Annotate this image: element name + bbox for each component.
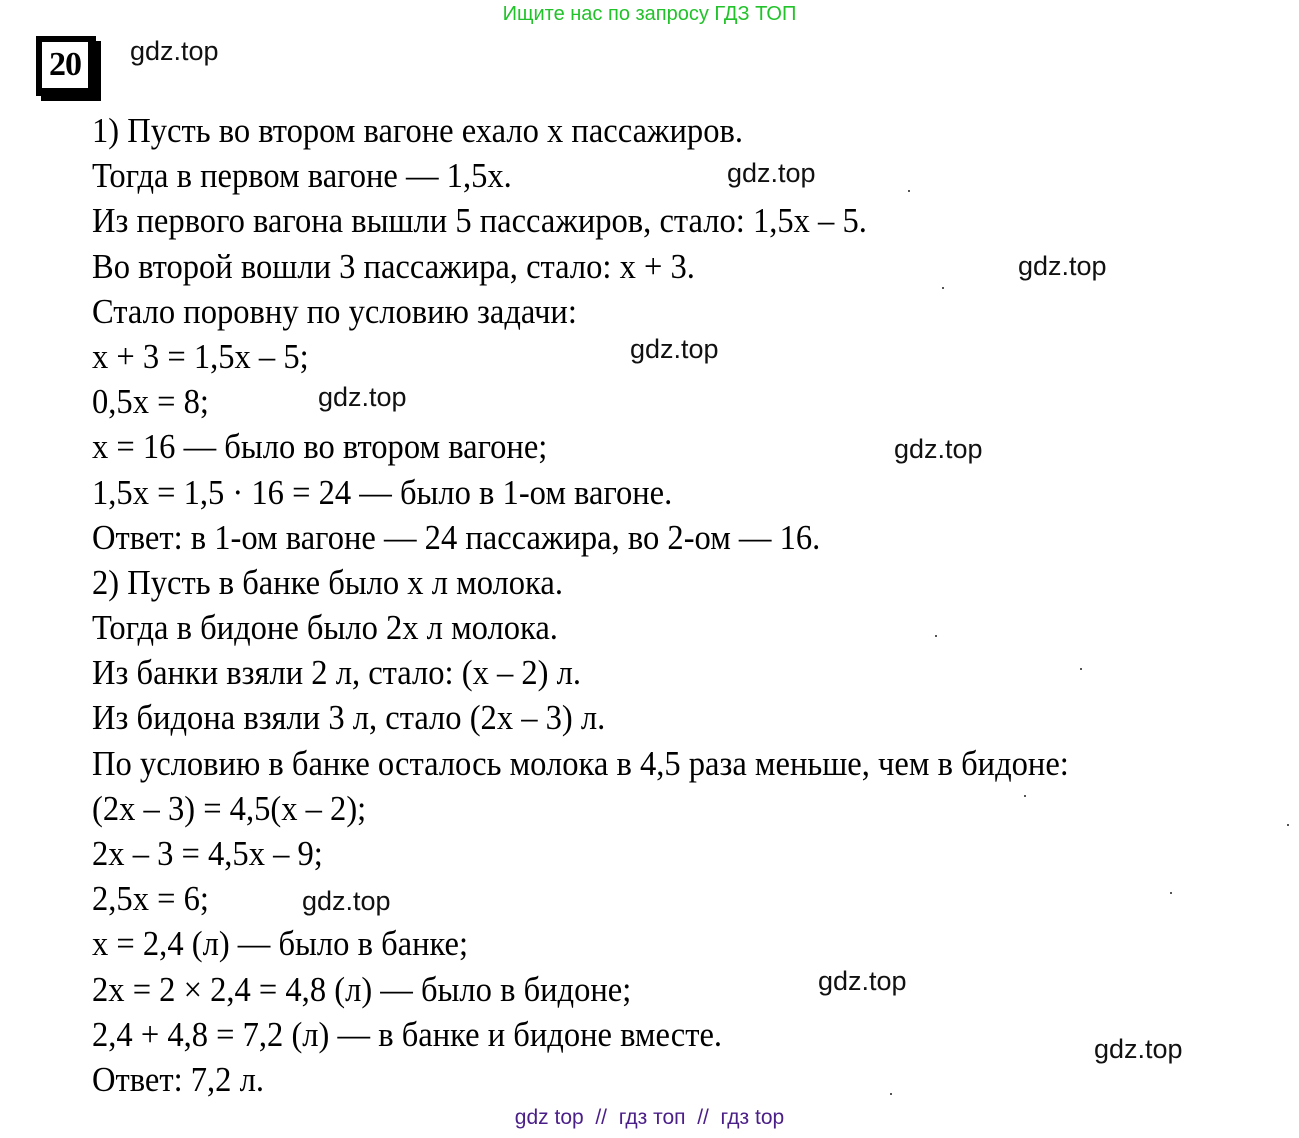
answer-line: Ответ: 7,2 л. (92, 1059, 264, 1099)
scan-speck (1170, 892, 1172, 894)
solution-line: Тогда в первом вагоне — 1,5x. (92, 156, 512, 196)
solution-line: 2) Пусть в банке было x л молока. (92, 562, 563, 602)
solution-line: Из бидона взяли 3 л, стало (2x – 3) л. (92, 698, 606, 738)
scan-speck (890, 1093, 892, 1095)
solution-line: 1) Пусть во втором вагоне ехало x пассажиров. (92, 111, 743, 150)
solution-text (92, 108, 1282, 1102)
equation-line: 0,5x = 8; (92, 382, 209, 422)
equation-line: 2x – 3 = 4,5x – 9; (92, 834, 323, 873)
equation-line: x + 3 = 1,5x – 5; (92, 336, 309, 376)
watermark: gdz.top (302, 886, 391, 916)
solution-line: Во второй вошли 3 пассажира, стало: x + 3. (92, 246, 695, 286)
answer-line: Ответ: в 1-ом вагоне — 24 пассажира, во 2-ом — 16. (92, 517, 821, 557)
scan-speck (908, 190, 910, 192)
equation-line: x = 2,4 (л) — было в банке; (92, 924, 468, 964)
watermark: gdz.top (727, 158, 816, 188)
watermark: gdz.top (630, 334, 719, 364)
watermark: gdz.top (1018, 251, 1107, 281)
equation-line: 2,4 + 4,8 = 7,2 (л) — в банке и бидоне вместе. (92, 1014, 723, 1054)
equation-line: (2x – 3) = 4,5(x – 2); (92, 788, 367, 828)
footer-watermark: gdz top // гдз топ // гдз top (514, 1106, 785, 1129)
solution-line: По условию в банке осталось молока в 4,5 раза меньше, чем в бидоне: (92, 743, 1069, 783)
equation-line: 2x = 2 × 2,4 = 4,8 (л) — было в бидоне; (92, 969, 632, 1009)
scan-speck (1024, 795, 1026, 797)
equation-line: 1,5x = 1,5 · 16 = 24 — было в 1-ом вагоне. (92, 472, 673, 512)
watermark: gdz.top (1094, 1034, 1183, 1064)
equation-line: 2,5x = 6; (92, 879, 209, 919)
task-number-badge (36, 36, 96, 96)
scan-speck (942, 287, 944, 289)
solution-line: Из первого вагона вышли 5 пассажиров, стало: 1,5x – 5. (92, 201, 867, 241)
solution-line: Стало поровну по условию задачи: (92, 291, 577, 331)
solution-line: Тогда в бидоне было 2x л молока. (92, 608, 558, 648)
watermark: gdz.top (894, 434, 983, 464)
scan-speck (1080, 668, 1082, 670)
equation-line: x = 16 — было во втором вагоне; (92, 427, 548, 467)
solution-line: Из банки взяли 2 л, стало: (x – 2) л. (92, 653, 582, 693)
watermark: gdz.top (818, 966, 907, 996)
solution-part-2 (92, 560, 1282, 1102)
watermark: gdz.top (130, 36, 219, 66)
solution-part-1 (92, 108, 1282, 560)
scan-speck (935, 635, 937, 637)
watermark: gdz.top (318, 382, 407, 412)
search-banner-link[interactable]: Ищите нас по запросу ГДЗ ТОП (502, 3, 797, 25)
task-number: 20 (42, 42, 88, 88)
scan-speck (1287, 824, 1289, 826)
